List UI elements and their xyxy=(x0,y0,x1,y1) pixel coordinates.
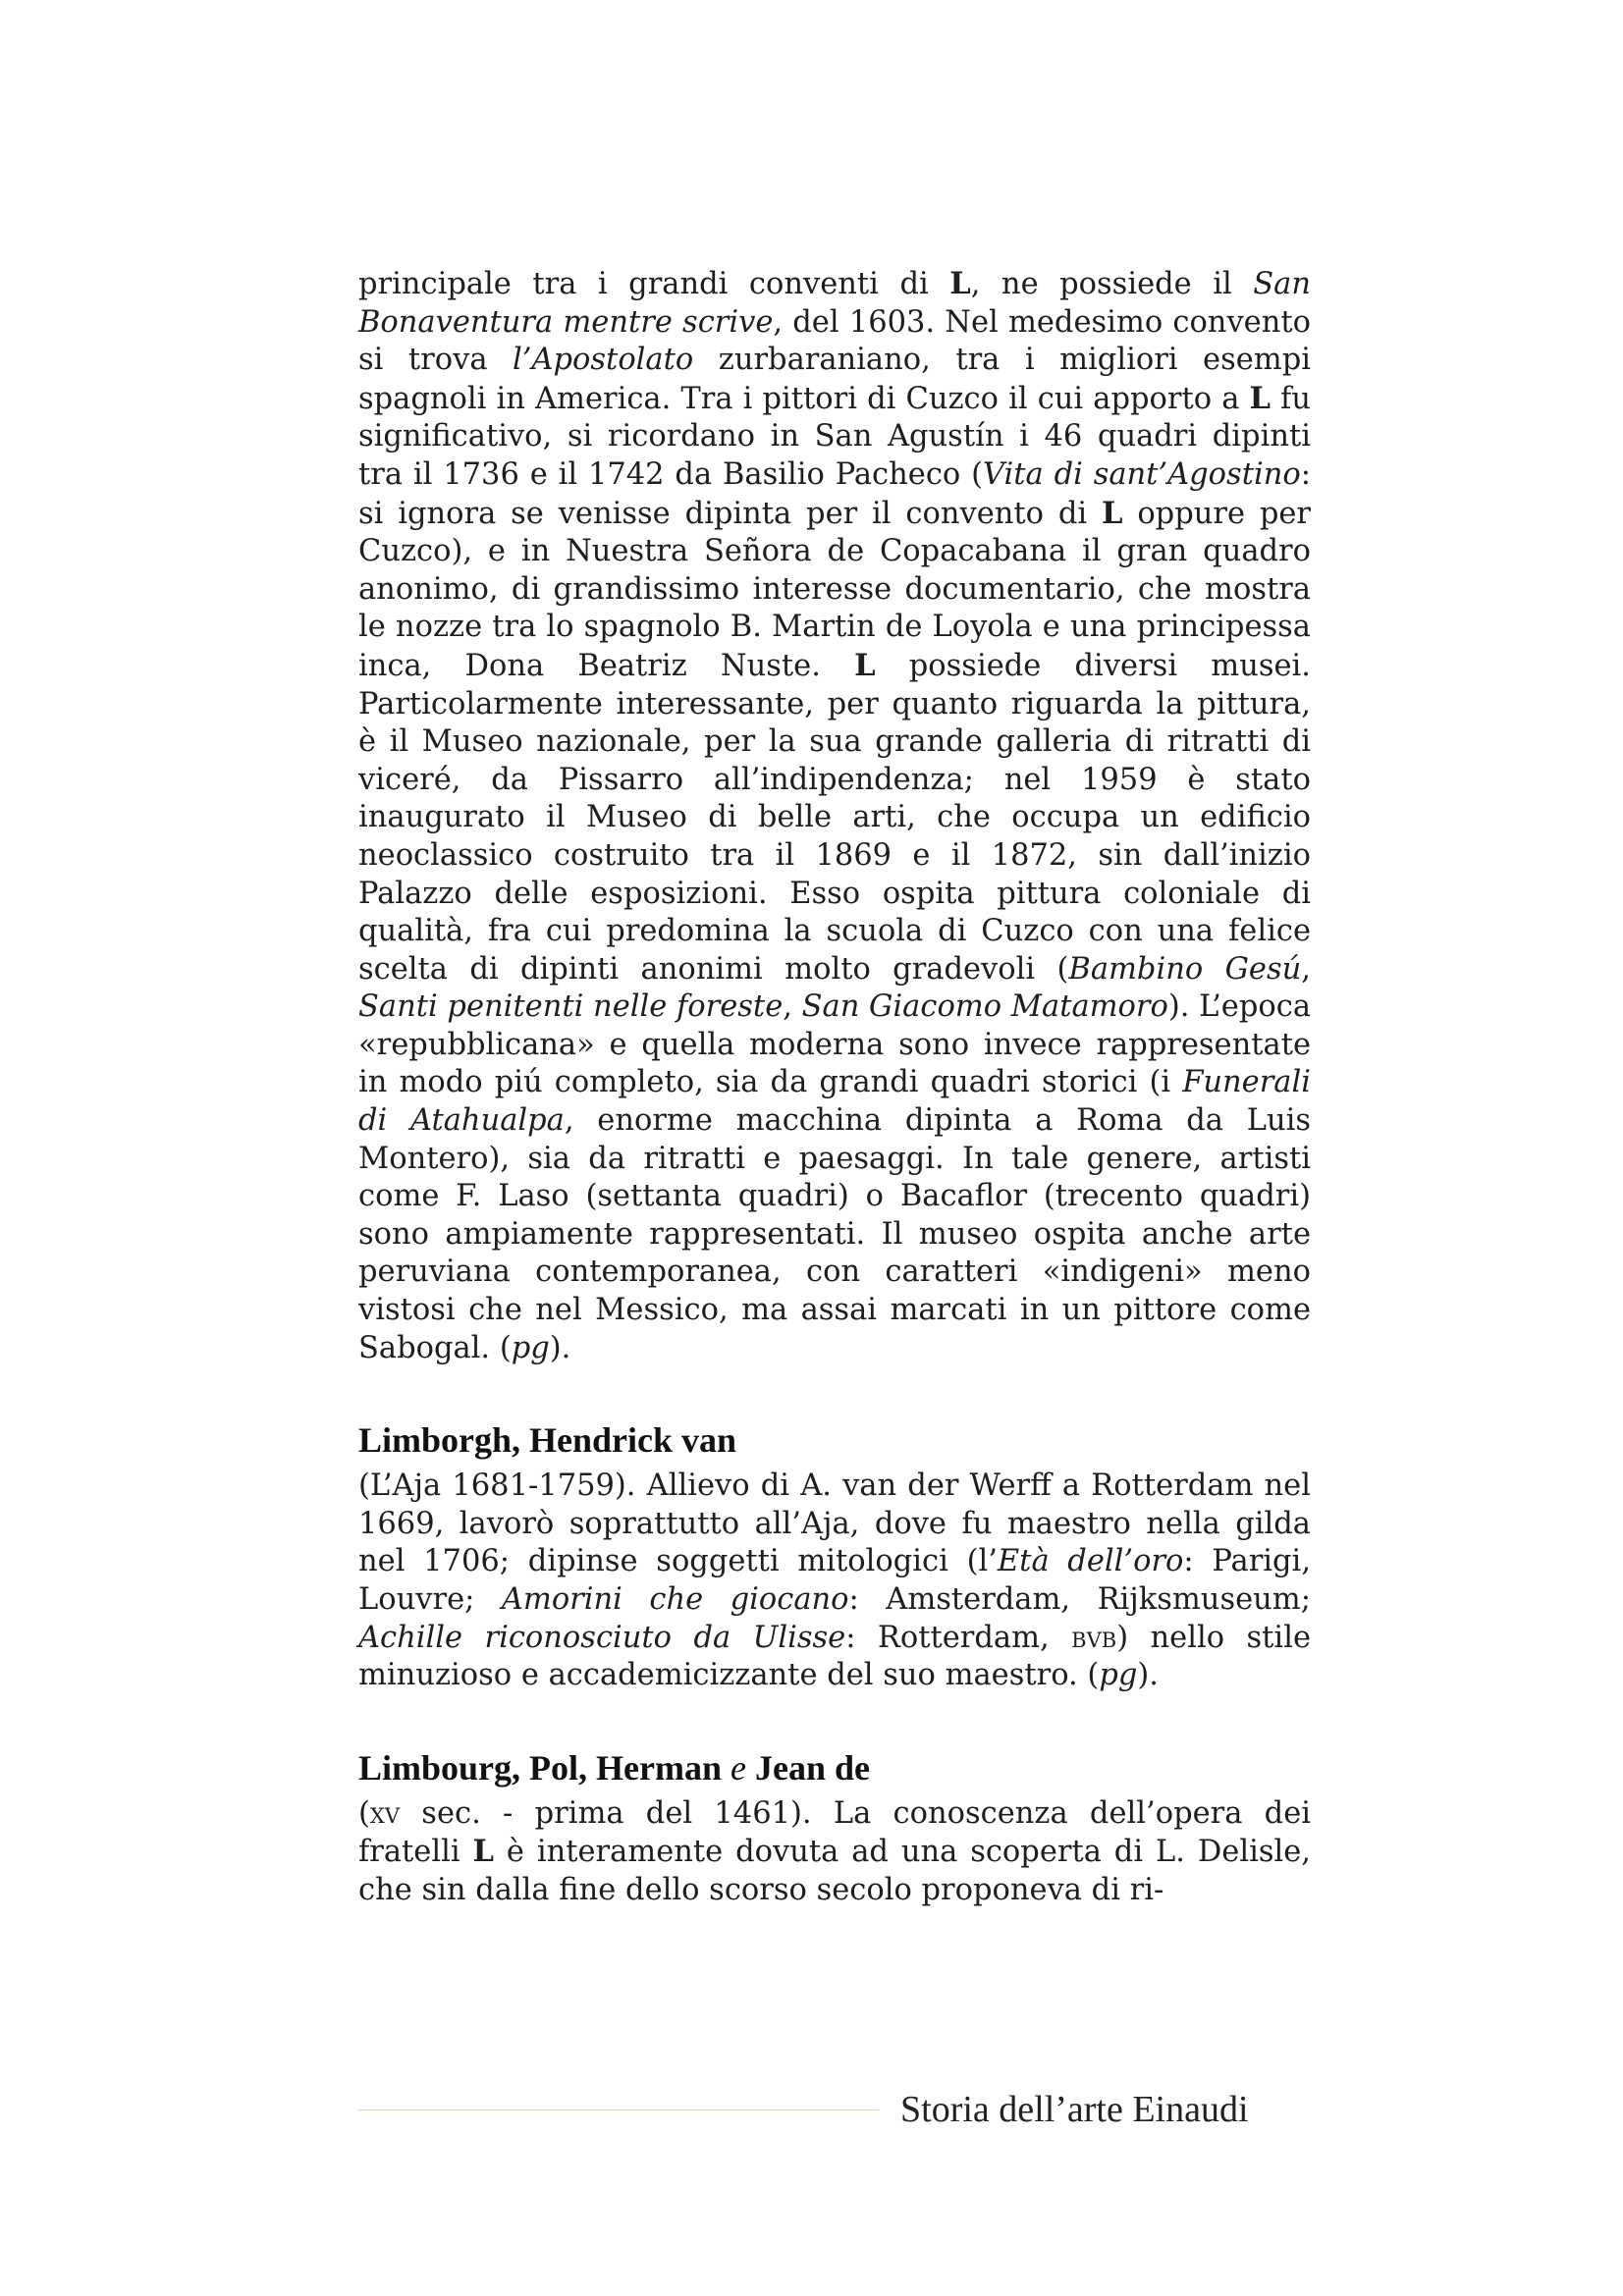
text-run: ). xyxy=(549,1330,571,1365)
text-run: è interamente dovuta ad una scoperta di L. Delisle, che sin dalla fine dello scorso secolo proponeva di ri- xyxy=(358,1835,1311,1907)
text-run: Limbourg, Pol, Herman xyxy=(358,1747,730,1788)
text-run: ( xyxy=(358,1795,370,1831)
italic-title: Vita di sant’Agostino xyxy=(983,456,1301,492)
italic-title: Funerali di Atahualpa xyxy=(358,1065,1311,1139)
italic-title: Santi penitenti nelle foreste xyxy=(358,989,784,1025)
text-run: oppure per Cuzco), e in Nuestra Señora de Copacabana il gran quadro anonimo, di grandissimo interesse documentario, che mostra le nozze tra lo spagnolo B. Martin de Loyola e una principessa inca, Dona Beatriz Nuste. xyxy=(358,496,1311,683)
text-run: sec. - prima del 1461). La conoscenza dell’opera dei fratelli xyxy=(358,1795,1311,1870)
italic-title: Bambino Gesú xyxy=(1068,951,1302,987)
entry-paragraph xyxy=(358,1468,1311,1695)
text-run: , xyxy=(783,989,802,1025)
small-caps-text: bvb xyxy=(1071,1620,1117,1655)
abbrev-letter: L xyxy=(472,1834,494,1870)
text-run: Jean de xyxy=(745,1747,870,1788)
entry-heading xyxy=(358,1418,1311,1462)
text-run: principale tra i grandi conventi di xyxy=(358,267,950,301)
text-run: , del 1603. Nel medesimo convento si trova xyxy=(358,304,1311,378)
italic-title: pg xyxy=(1099,1658,1138,1693)
italic-title: Achille riconosciuto da Ulisse xyxy=(358,1620,846,1655)
text-run: : Rotterdam, xyxy=(845,1620,1072,1655)
small-caps-text: xv xyxy=(369,1795,401,1831)
text-run: ). xyxy=(1137,1658,1159,1693)
text-run: , xyxy=(1301,951,1311,987)
heading-conjunction: e xyxy=(730,1747,746,1788)
abbrev-letter: L xyxy=(854,647,876,683)
footer-rule xyxy=(358,2109,879,2110)
italic-title: l’Apostolato xyxy=(513,343,694,378)
entry-paragraph xyxy=(358,265,1311,1367)
text-run: ). L’epoca «repubblicana» e quella moderna sono invece rappresentate in modo piú completo, sia da grandi quadri storici (i xyxy=(358,989,1312,1100)
footer-title: Storia dell’arte Einaudi xyxy=(900,2089,1249,2130)
text-run: (L’Aja 1681-1759). Allievo di A. van der Werff a Rotterdam nel 1669, lavorò soprattutto all’Aja, dove fu maestro nella gilda nel 1706; dipinse soggetti mitologici (l’ xyxy=(358,1468,1311,1579)
text-run: , ne possiede il xyxy=(970,267,1254,301)
page-body xyxy=(358,265,1311,1910)
text-run: Limborgh, Hendrick van xyxy=(358,1420,737,1461)
text-run: zurbaraniano, tra i migliori esempi spagnoli in America. Tra i pittori di Cuzco il cui apporto a xyxy=(358,343,1311,416)
abbrev-letter: L xyxy=(1102,495,1123,531)
text-run: , enorme macchina dipinta a Roma da Luis Montero), sia da ritratti e paesaggi. In tale genere, artisti come F. Laso (settanta quadri) o Bacaflor (trecento quadri) sono ampiamente rappresentati. Il museo ospita anche arte peruviana contemporanea, con caratteri «indigeni» meno vistosi che nel Messico, ma assai marcati in un pittore come Sabogal. ( xyxy=(358,1103,1311,1365)
italic-title: pg xyxy=(511,1330,550,1365)
text-run: ) nello stile minuzioso e accademicizzante del suo maestro. ( xyxy=(358,1620,1311,1693)
italic-title: Amorini che giocano xyxy=(501,1582,849,1617)
text-run: : Parigi, Louvre; xyxy=(358,1544,1312,1617)
abbrev-letter: L xyxy=(949,266,971,301)
entry-paragraph xyxy=(358,1795,1311,1910)
text-run: possiede diversi musei. Particolarmente interessante, per quanto riguarda la pittura, è il Museo nazionale, per la sua grande galleria di ritratti di viceré, da Pissarro all’indipendenza; nel 1959 è stato inaugurato il Museo di belle arti, che occupa un edificio neoclassico costruito tra il 1869 e il 1872, sin dall’inizio Palazzo delle esposizioni. Esso ospita pittura coloniale di qualità, fra cui predomina la scuola di Cuzco con una felice scelta di dipinti anonimi molto gradevoli ( xyxy=(358,648,1311,987)
text-run: fu significativo, si ricordano in San Agustín i 46 quadri dipinti tra il 1736 e il 1742 da Basilio Pacheco ( xyxy=(358,381,1311,492)
text-run: : si ignora se venisse dipinta per il convento di xyxy=(358,456,1311,531)
page-footer xyxy=(358,2085,1316,2134)
italic-title: San Giacomo Matamoro xyxy=(801,989,1168,1025)
italic-title: San Bonaventura mentre scrive xyxy=(358,267,1312,340)
entry-heading xyxy=(358,1746,1311,1789)
text-run: : Amsterdam, Rijksmuseum; xyxy=(848,1582,1311,1617)
abbrev-letter: L xyxy=(1249,380,1271,416)
italic-title: Età dell’oro xyxy=(997,1544,1184,1579)
